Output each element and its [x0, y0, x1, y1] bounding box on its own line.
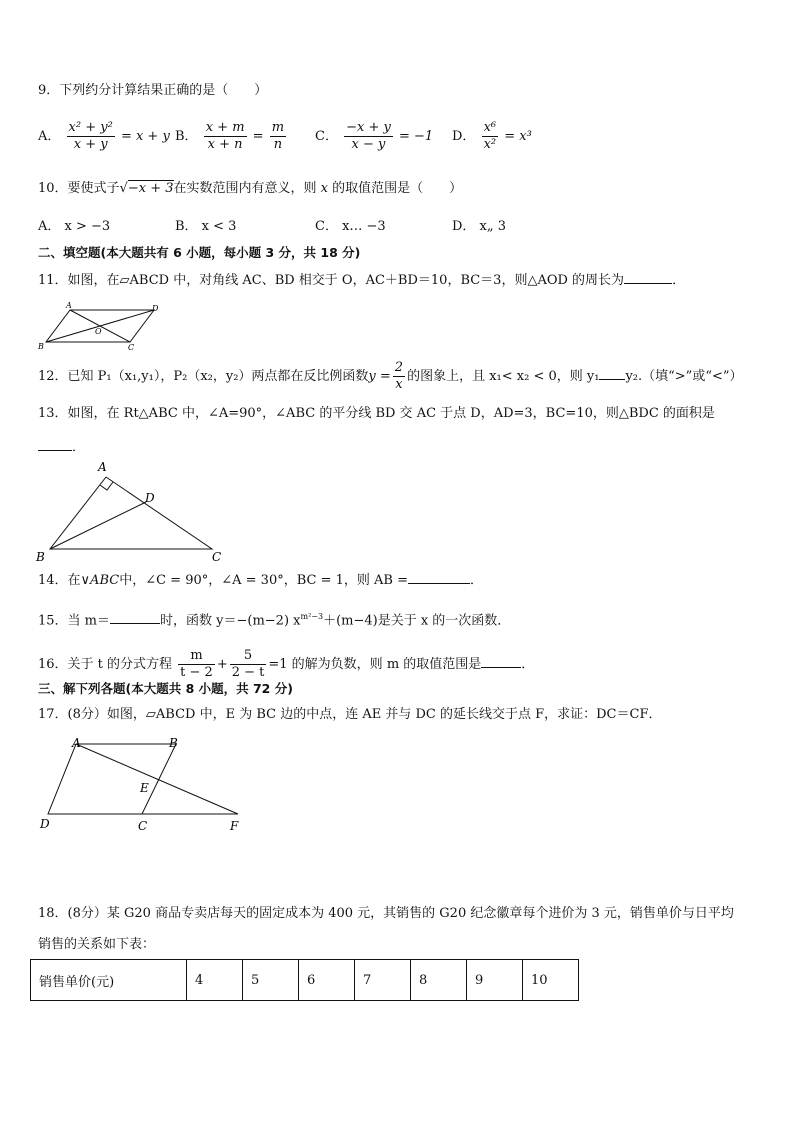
- q13-label-a: A: [98, 460, 107, 474]
- q9-option-b: B． $\frac{x + m}{x + n}$ = $\frac{m}{n}$: [175, 120, 285, 152]
- q9-option-c: C． $\frac{-x + y}{x - y}$ = −1: [315, 120, 434, 152]
- q15-text: 15．当 m＝ 时，函数 y＝−(m−2) $x^{m^2-3}+(m-4)$是关于 x 的一次函数．: [38, 612, 511, 629]
- table-cell: 8: [411, 960, 467, 1001]
- q11-parallelogram-figure: [36, 300, 166, 352]
- q11-label-c: C: [128, 343, 135, 352]
- q13-text: 13．如图，在 Rt△ABC 中，∠A=90°，∠ABC 的平分线 BD 交 AC 于点 D，AD=3，BC=10，则△BDC 的面积是: [38, 406, 715, 421]
- q9-stem: 9．下列约分计算结果正确的是（ ）: [38, 83, 268, 98]
- table-row: [31, 960, 579, 1001]
- q12-text: 12．已知 P₁（x₁,y₁），P₂（x₂，y₂）两点都在反比例函数y = $\frac{2}{x}$ 的图象上，且 x₁< x₂ < 0，则 y₁ y₂.（填“>”或“<”）: [38, 360, 743, 392]
- section-solve-heading: 三、解下列各题(本大题共 8 小题，共 72 分): [38, 681, 293, 696]
- q16-text: 16．关于 t 的分式方程 $\frac{m}{t - 2}$ + $\frac{5}{2 - t}$ =1 的解为负数，则 m 的取值范围是 ．: [38, 648, 535, 680]
- q17-label-e: E: [140, 781, 149, 795]
- q13-label-b: B: [36, 550, 45, 564]
- q17-label-a: A: [72, 736, 81, 750]
- q11-text: 11．如图，在▱ABCD 中，对角线 AC、BD 相交于 O，AC＋BD＝10，BC＝3，则△AOD 的周长为 ．: [38, 273, 686, 288]
- q13-label-c: C: [212, 550, 222, 564]
- table-cell: 6: [299, 960, 355, 1001]
- q17-parallelogram-figure: [36, 732, 252, 836]
- q10-option-b: B． x < 3: [175, 219, 237, 234]
- q14-text: 14．在∨ABC中，∠C = 90°，∠A = 30°，BC = 1，则 AB = ．: [38, 573, 484, 588]
- q18-price-table: [30, 959, 579, 1001]
- table-cell: 10: [523, 960, 579, 1001]
- q13-label-d: D: [145, 491, 155, 505]
- q10-option-a: A． x > −3: [38, 219, 111, 234]
- q17-label-f: F: [230, 819, 239, 833]
- q13-right-triangle-figure: [34, 458, 234, 564]
- q10-option-d: D． x„ 3: [452, 219, 507, 234]
- q17-text: 17．(8分）如图，▱ABCD 中，E 为 BC 边的中点，连 AE 并与 DC 的延长线交于点 F，求证：DC＝CF．: [38, 707, 662, 722]
- table-cell: 9: [467, 960, 523, 1001]
- q17-label-c: C: [138, 819, 148, 833]
- table-cell: 5: [243, 960, 299, 1001]
- q11-label-d: D: [152, 304, 159, 313]
- section-fill-in-heading: 二、填空题(本大题共有 6 小题，每小题 3 分，共 18 分): [38, 245, 361, 260]
- q11-label-o: O: [95, 327, 102, 336]
- q9-option-d: D． $\frac{\text{x⁶}}{\text{x²}}$ = x³: [452, 120, 532, 152]
- q18-line2: 销售的关系如下表：: [38, 937, 156, 952]
- q11-label-b: B: [38, 342, 44, 351]
- q11-label-a: A: [66, 301, 72, 310]
- table-header-cell: 销售单价(元): [31, 960, 187, 1001]
- q10-stem: 10．要使式子√−x + 3在实数范围内有意义，则 x 的取值范围是（ ）: [38, 181, 463, 196]
- q13-answer-line: ．: [38, 438, 85, 457]
- table-cell: 4: [187, 960, 243, 1001]
- q10-option-c: C． x… −3: [315, 219, 386, 234]
- q18-line1: 18．(8分）某 G20 商品专卖店每天的固定成本为 400 元，其销售的 G20 纪念徽章每个进价为 3 元，销售单价与日平均: [38, 906, 734, 921]
- q9-option-a: A． $\frac{\text{x² + y²}}{x + y}$ = x + y: [38, 120, 170, 152]
- q17-label-b: B: [169, 736, 178, 750]
- q17-label-d: D: [40, 817, 50, 831]
- table-cell: 7: [355, 960, 411, 1001]
